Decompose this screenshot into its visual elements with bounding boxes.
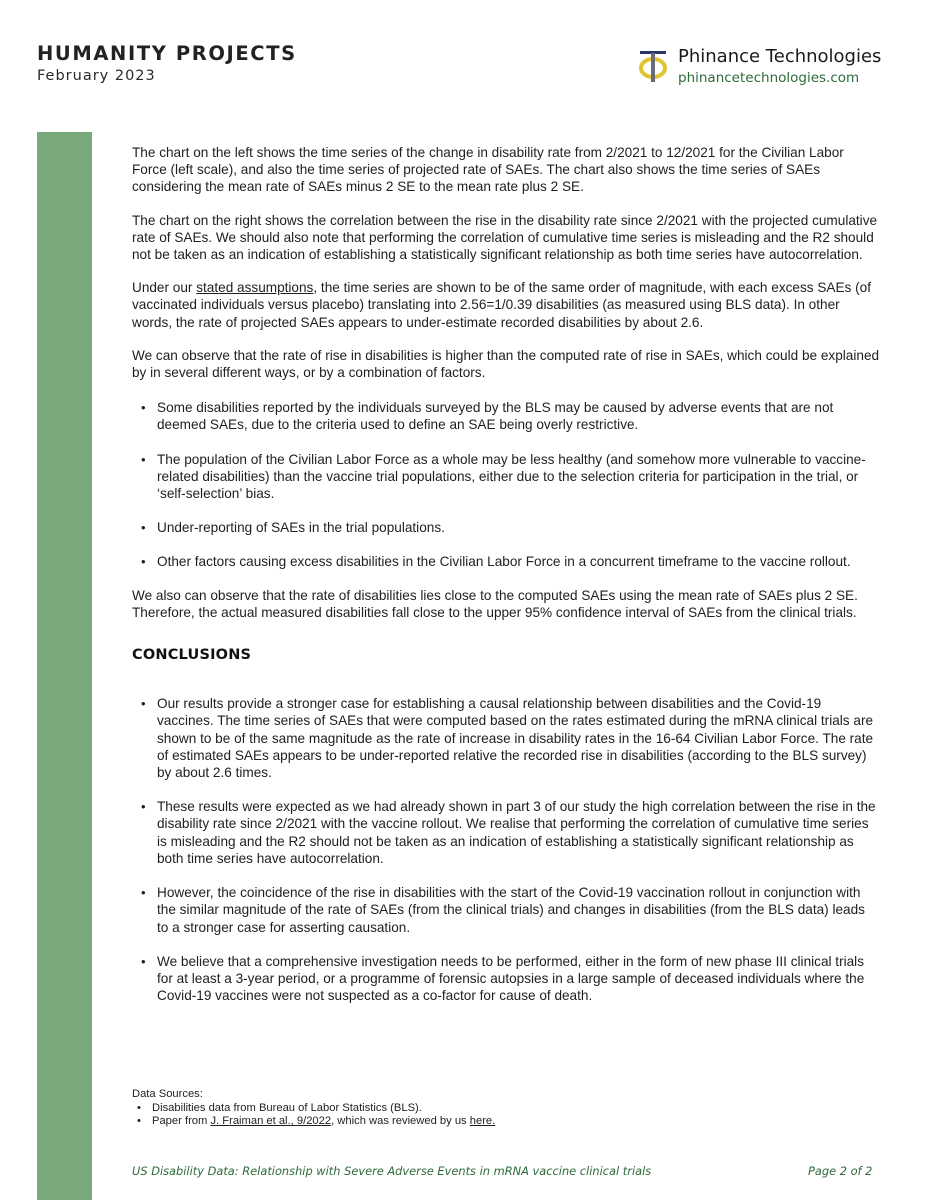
data-sources-heading: Data Sources: [132,1088,203,1100]
phi-t-logo-icon [636,48,672,84]
stated-assumptions-link[interactable]: stated assumptions [196,280,314,296]
paragraph-right-chart: The chart on the right shows the correlation between the rise in the disability rate since 2/2021 with the projected cumulative rate of SAEs. We should also note that performing the correlation of cumulative time series is misleading and the R2 should not be taken as an indication of establishing a statistically significant relationship as both time series have autocorrelation. [132,212,878,263]
brand-block [636,46,881,87]
list-item: • However, the coincidence of the rise in disabilities with the start of the Covid-19 vaccination rollout in conjunction with the similar magnitude of the rate of SAEs (from the clinical trials) and changes in disabilities (from the BLS data) leads to a stronger case for asserting causation. [132,884,880,936]
text: , the time series are shown to be of the same order of magnitude, with each excess SAEs (of vaccinated individuals versus placebo) translating into 2.56=1/0.39 disabilities (as measured using BLS data). In other words, the rate of projected SAEs appears to under-estimate recorded disabilities by about 2.6. [132,280,871,330]
page-number: Page 2 of 2 [808,1164,873,1178]
brand-text [678,46,881,87]
list-item: • We believe that a comprehensive investigation needs to be performed, either in the form of new phase III clinical trials for at least a 3-year period, or a programme of forensic autopsies in a large sample of deceased individuals where the Covid-19 vaccines were not suspected as a co-factor for cause of death. [132,953,880,1005]
main-content [132,144,880,1021]
decorative-side-bar [37,132,92,1200]
text: Under our [132,280,197,296]
list-item: • Disabilities data from Bureau of Labor Statistics (BLS). [132,1102,495,1116]
fraiman-paper-link[interactable]: J. Fraiman et al., 9/2022 [210,1115,332,1128]
review-here-link[interactable]: here. [469,1115,496,1128]
paragraph-confidence: We also can observe that the rate of disabilities lies close to the computed SAEs using the mean rate of SAEs plus 2 SE. Therefore, the actual measured disabilities fall close to the upper 95% confidence interval of SAEs from the clinical trials. [132,587,858,620]
list-item: • Our results provide a stronger case for establishing a causal relationship between disabilities and the Covid-19 vaccines. The time series of SAEs that were computed based on the rates estimated during the mRNA clinical trials are shown to be of the same magnitude as the rate of increase in disability rates in the 16-64 Civilian Labor Force. The rate of estimated SAEs appears to be under-reported relative the recorded rise in disabilities (according to the BLS survey) by about 2.6 times. [132,695,880,781]
data-sources [132,1088,495,1129]
footer-document-title: US Disability Data: Relationship with Severe Adverse Events in mRNA vaccine clinical trials [132,1164,652,1178]
list-item: • Some disabilities reported by the individuals surveyed by the BLS may be caused by adverse events that are not deemed SAEs, due to the criteria used to define an SAE being overly restrictive. [132,399,880,433]
list-item: • These results were expected as we had already shown in part 3 of our study the high correlation between the rise in the disability rate since 2/2021 with the vaccine rollout. We realise that performing the correlation of cumulative time series is misleading and the R2 should not be taken as an indication of establishing a statistically significant relationship as both time series have autocorrelation. [132,798,880,867]
list-item: • Under-reporting of SAEs in the trial populations. [132,519,880,536]
list-item: • Other factors causing excess disabilities in the Civilian Labor Force in a concurrent timeframe to the vaccine rollout. [132,553,880,570]
org-title: HUMANITY PROJECTS [37,42,297,65]
paragraph-left-chart: The chart on the left shows the time series of the change in disability rate from 2/2021 to 12/2021 for the Civilian Labor Force (left scale), and also the time series of projected rate of SAEs. The chart also shows the time series of SAEs considering the mean rate of SAEs minus 2 SE to the mean rate plus 2 SE. [132,145,844,195]
paragraph-observation: We can observe that the rate of rise in disabilities is higher than the computed rate of rise in SAEs, which could be explained by in several different ways, or by a combination of factors. [132,347,880,381]
text: , which was reviewed by us [331,1115,470,1128]
document-header [37,42,297,84]
text: Paper from [152,1115,211,1128]
paragraph-assumptions [132,279,880,331]
document-date: February 2023 [37,68,156,84]
list-item [132,1115,495,1129]
factors-list [132,399,880,570]
conclusions-list [132,695,880,1004]
data-sources-list [132,1102,495,1129]
conclusions-heading: CONCLUSIONS [132,647,252,664]
brand-url-link[interactable]: phinancetechnologies.com [678,70,860,86]
list-item: • The population of the Civilian Labor Force as a whole may be less healthy (and somehow more vulnerable to vaccine-related disabilities) than the vaccine trial populations, either due to the selection criteria for participation in the trial, or ‘self-selection’ bias. [132,451,880,503]
brand-name: Phinance Technologies [678,46,882,67]
